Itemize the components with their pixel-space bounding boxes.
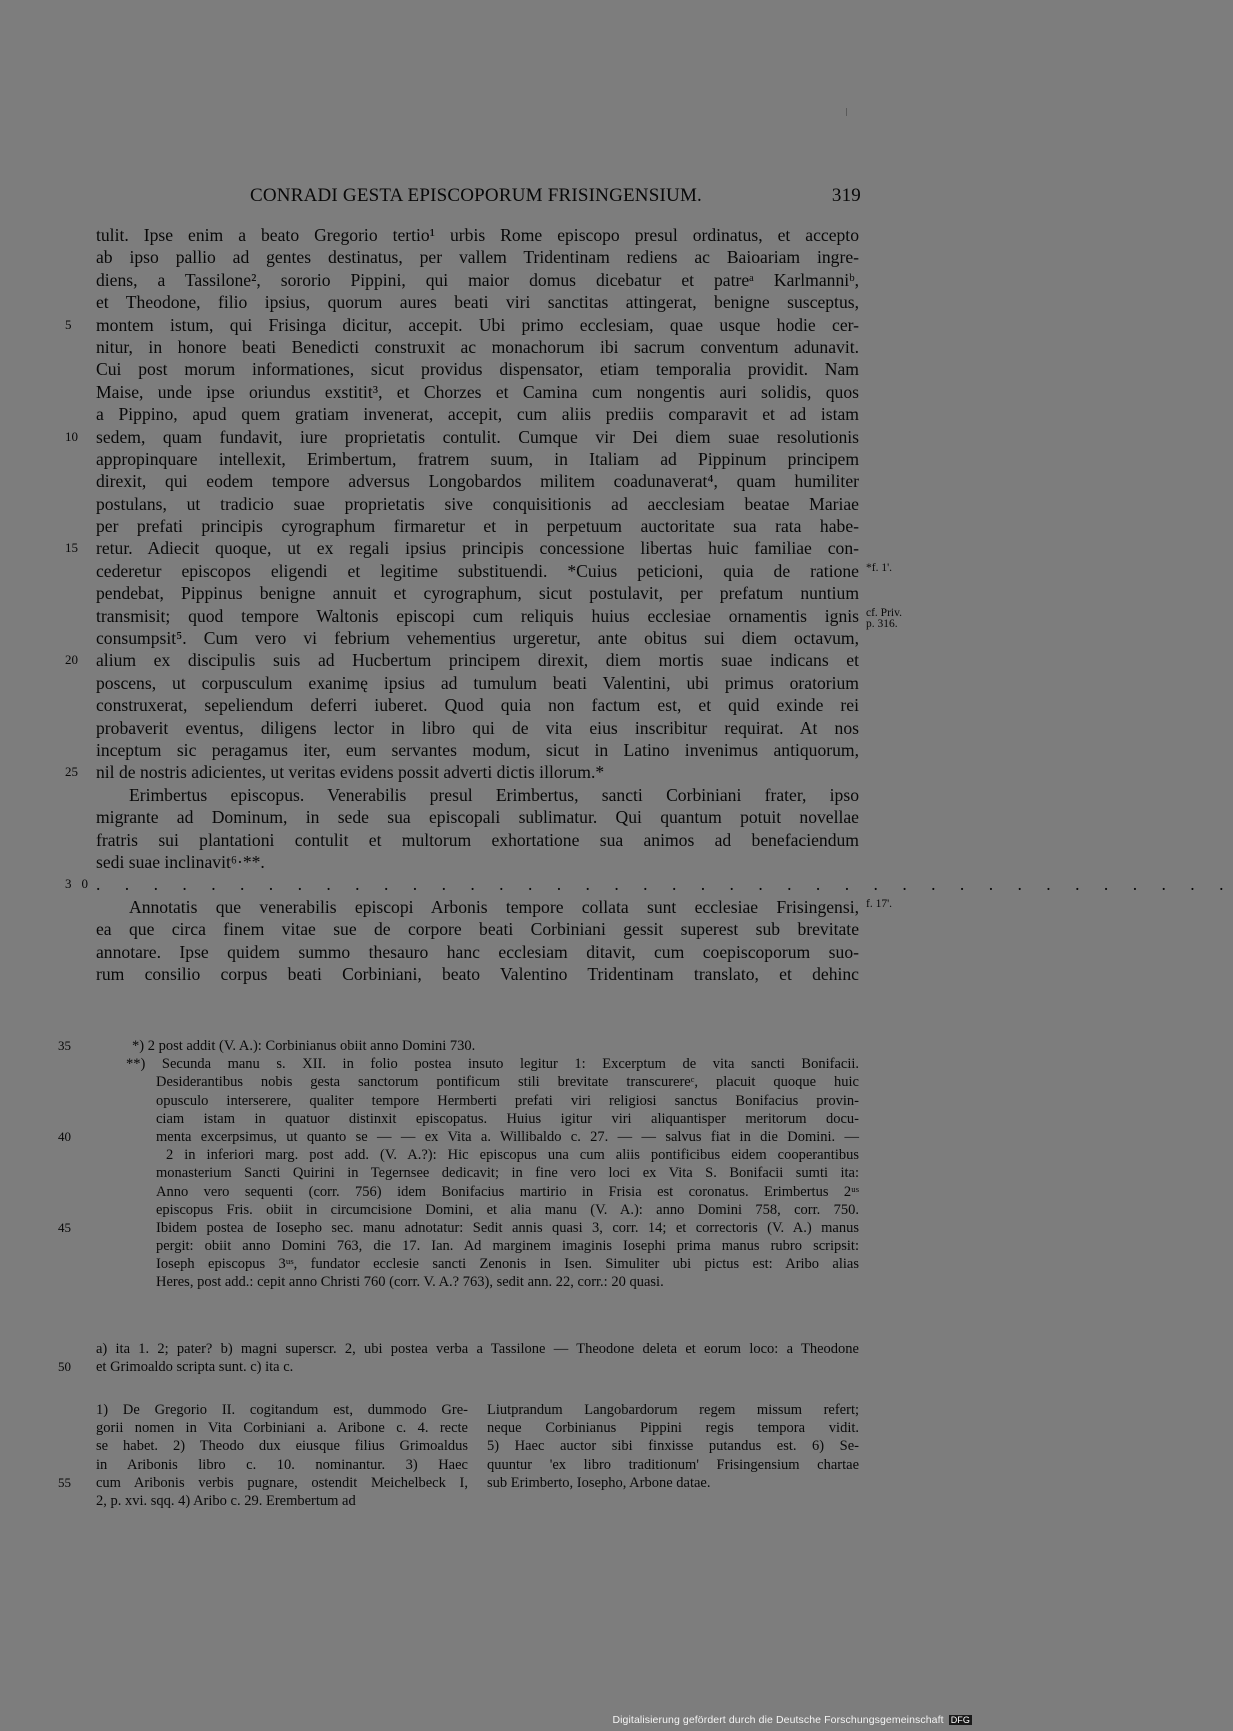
note-line	[58, 1128, 859, 1146]
main-text-text: pendebat, Pippinus benigne annuit et cyrographum, sicut postulavit, per prefatum nuntium	[96, 583, 859, 604]
main-text-line	[96, 493, 859, 515]
note-text: *) 2 post addit (V. A.): Corbinianus obiit anno Domini 730.	[132, 1038, 476, 1054]
line-number: 45	[58, 1219, 71, 1235]
main-text-line	[65, 649, 859, 671]
main-text-line	[65, 314, 859, 336]
note-line	[96, 1092, 859, 1110]
dfg-logo: DFG	[950, 1715, 970, 1725]
main-text-text: fratris sui plantationi contulit et multorum exhortatione sua animos ad benefaciendum	[96, 829, 859, 850]
footnote-text: se habet. 2) Theodo dux eiusque filius Grimoaldus	[96, 1438, 468, 1455]
note-line	[96, 1055, 859, 1073]
main-text-text: alium ex discipulis suis ad Hucbertum principem direxit, diem mortis suae indicans et	[96, 650, 859, 671]
main-text-text: Annotatis que venerabilis episcopi Arbonis tempore collata sunt ecclesiae Frisingensi,	[129, 896, 859, 917]
note-text: episcopus Fris. obiit in circumcisione Domini, et alia manu (V. A.): anno Domini 758, corr. 750.	[156, 1201, 859, 1218]
note-line	[96, 1237, 859, 1255]
line-number: 55	[58, 1474, 71, 1490]
main-text-text: montem istum, qui Frisinga dicitur, accepit. Ubi primo ecclesiam, quae usque hodie cer-	[96, 314, 859, 335]
main-text-text: construxerat, sepeliendum deferri iuberet. Quod quia non factum est, et quid exinde rei	[96, 695, 859, 716]
main-text-line	[65, 426, 859, 448]
main-text-text: per prefati principis cyrographum firmaretur et in perpetuum auctoritate sua rata habe-	[96, 516, 859, 537]
main-text-text: rum consilio corpus beati Corbiniani, beato Valentino Tridentinam translato, et dehinc	[96, 963, 859, 984]
main-text-line	[96, 224, 859, 246]
line-number: 35	[58, 1038, 71, 1053]
main-text-line	[96, 784, 859, 806]
main-text-line	[65, 873, 1233, 895]
main-text-line	[96, 448, 859, 470]
variant-line	[96, 1340, 859, 1358]
footnote-text: quuntur 'ex libro traditionum' Frisingensium chartae	[487, 1456, 859, 1473]
footnote-text: cum Aribonis verbis pugnare, ostendit Meichelbeck I,	[96, 1474, 468, 1491]
note-text: menta excerpsimus, ut quanto se — — ex Vita a. Willibaldo c. 27. — — salvus fiat in die Domini. —	[156, 1128, 859, 1145]
note-text: **) Secunda manu s. XII. in folio postea insuto legitur 1: Excerptum de vita sancti Bonifacii.	[126, 1056, 859, 1073]
main-text-text: tulit. Ipse enim a beato Gregorio tertio¹ urbis Rome episcopo presul ordinatus, et accepto	[96, 225, 859, 245]
main-text-line	[96, 963, 859, 985]
variant-text: et Grimoaldo scripta sunt. c) ita c.	[96, 1359, 294, 1376]
variant-readings	[58, 1340, 859, 1376]
main-text-text: direxit, qui eodem tempore adversus Longobardos militem coadunaverat⁴, quam humiliter	[96, 471, 859, 492]
line-number: 15	[65, 540, 78, 556]
main-text-text: postulans, ut tradicio suae proprietatis sive conquisitionis ad aecclesiam beatae Mariae	[96, 493, 859, 514]
note-line	[96, 1146, 859, 1164]
note-text: Heres, post add.: cepit anno Christi 760 (corr. V. A.? 763), sedit ann. 22, corr.: 20 quasi.	[156, 1274, 664, 1291]
main-text-line	[96, 918, 859, 940]
line-number: 40	[58, 1128, 71, 1144]
note-text: monasterium Sancti Quirini in Tegernsee dedicavit; in fine vero loci ex Vita S. Bonifacii sumti ita:	[156, 1165, 859, 1182]
note-line	[96, 1164, 859, 1182]
line-number: 10	[65, 428, 78, 444]
footnote-line	[58, 1474, 468, 1492]
main-text-line	[96, 806, 859, 828]
main-text-text: Cui post morum informationes, sicut providus dispensator, etiam temporalia providit. Nam	[96, 359, 859, 380]
main-text-line	[96, 291, 859, 313]
main-text-text: cederetur episcopos eligendi et legitime substituendi. *Cuius peticioni, quia de ratione	[96, 560, 859, 581]
footnote-line	[487, 1401, 859, 1419]
footnote-line	[487, 1419, 859, 1437]
scan-mark	[846, 108, 847, 116]
footnote-line	[96, 1437, 468, 1455]
main-text-text: . . . . . . . . . . . . . . . . . . . . . . . . . . . . . . . . . . . . . . . .	[96, 874, 1233, 895]
footnote-text: 2, p. xvi. sqq. 4) Aribo c. 29. Erembertum ad	[96, 1492, 356, 1509]
main-text-line	[96, 582, 859, 604]
footnote-line	[96, 1456, 468, 1474]
line-number: 50	[58, 1359, 71, 1375]
margin-note: f. 17'.	[866, 897, 893, 910]
main-text-line	[96, 829, 859, 851]
main-text-line	[96, 515, 859, 537]
main-text-text: ab ipso pallio ad gentes destinatus, per vallem Tridentinam rediens ac Baioariam ingre-	[96, 247, 859, 268]
main-text-line	[65, 537, 859, 559]
main-text-line	[96, 672, 859, 694]
main-text-text: a Pippino, apud quem gratiam invenerat, accepit, cum aliis prediis comparavit et ad istam	[96, 404, 859, 425]
main-text-text: sedi suae inclinavit⁶·**.	[96, 851, 265, 872]
note-text: pergit: obiit anno Domini 763, die 17. Ian. Ad marginem imaginis Iosephi prima manus rubro scripsit:	[156, 1238, 859, 1255]
main-text-line	[96, 470, 859, 492]
main-text-line	[96, 269, 859, 291]
main-text-text: sedem, quam fundavit, iure proprietatis contulit. Cumque vir Dei diem suae resolutionis	[96, 426, 859, 447]
main-text	[65, 224, 1233, 985]
variant-text: a) ita 1. 2; pater? b) magni superscr. 2, ubi postea verba a Tassilone — Theodone deleta et eorum loco: a Theodone	[96, 1341, 859, 1357]
footnote-text: Liutprandum Langobardorum regem missum refert;	[487, 1402, 859, 1418]
main-text-text: poscens, ut corpusculum exanimę ipsius ad tumulum beati Valentini, ubi primus oratorium	[96, 672, 859, 693]
footnote-text: sub Erimberto, Iosepho, Arbone datae.	[487, 1474, 711, 1491]
footnote-line	[96, 1419, 468, 1437]
main-text-text: Maise, unde ipse oriundus exstitit³, et Chorzes et Camina cum nongentis auri solidis, quos	[96, 381, 859, 402]
note-line	[96, 1255, 859, 1273]
main-text-line	[96, 560, 893, 582]
main-text-line	[65, 761, 859, 783]
main-text-text: diens, a Tassilone², sororio Pippini, qui maior domus dicebatur et patreᵃ Karlmanniᵇ,	[96, 269, 859, 290]
note-text: opusculo interserere, qualiter tempore Hermberti prefati viri religiosi sanctus Bonifacius provin-	[156, 1092, 859, 1109]
main-text-text: transmisit; quod tempore Waltonis episcopi cum reliquis huius ecclesiae ornamentis ignis	[96, 605, 859, 626]
main-text-line	[96, 851, 859, 873]
margin-note: cf. Priv.	[866, 606, 902, 619]
main-text-line	[96, 358, 859, 380]
main-text-text: retur. Adiecit quoque, ut ex regali ipsius principis concessione libertas huic familiae con-	[96, 538, 859, 559]
running-title: CONRADI GESTA EPISCOPORUM FRISINGENSIUM.	[250, 185, 702, 206]
note-text: ciam istam in quatuor distinxit episcopatus. Huius igitur viri aliquantisper meritorum docu-	[156, 1110, 859, 1127]
main-text-line	[96, 694, 859, 716]
main-text-text: annotare. Ipse quidem summo thesauro hanc ecclesiam ditavit, cum coepiscoporum suo-	[96, 941, 859, 962]
main-text-text: inceptum sic peragamus iter, eum servantes modum, sicut in Latino invenimus antiquorum,	[96, 739, 859, 760]
footnote-line	[96, 1492, 468, 1510]
margin-note: *f. 1'.	[866, 561, 893, 574]
digitization-credit	[612, 1714, 972, 1726]
main-text-line	[96, 403, 859, 425]
footnote-line	[487, 1474, 859, 1492]
note-text: Ioseph episcopus 3ᵘˢ, fundator ecclesie sancti Zenonis in Isen. Simuliter ubi pictus est: Aribo alias	[156, 1256, 859, 1273]
footnote-line	[487, 1456, 859, 1474]
note-line	[96, 1273, 859, 1291]
note-line	[58, 1219, 859, 1237]
page-number: 319	[831, 185, 861, 206]
main-text-line	[96, 941, 859, 963]
footnotes-right-column	[487, 1401, 859, 1492]
footnote-text: 5) Haec auctor sibi finxisse putandus est. 6) Se-	[487, 1438, 859, 1455]
footnote-text: in Aribonis libro c. 10. nominantur. 3) Haec	[96, 1456, 468, 1473]
margin-note: p. 316.	[866, 617, 898, 630]
main-text-text: ea que circa finem vitae sue de corpore beati Corbiniani gessit superest sub brevitate	[96, 919, 859, 940]
note-text: Anno vero sequenti (corr. 756) idem Bonifacius martirio in Frisia est coronatus. Erimbertus 2ᵘˢ	[156, 1183, 859, 1200]
variant-line	[58, 1358, 859, 1376]
main-text-line	[96, 246, 859, 268]
main-text-line	[96, 605, 902, 630]
main-text-text: appropinquare intellexit, Erimbertum, fratrem suum, in Italiam ad Pippinum principem	[96, 448, 859, 469]
note-line	[58, 1037, 859, 1055]
main-text-line	[96, 627, 859, 649]
main-text-text: probaverit eventus, diligens lector in libro qui de vita eius inscribitur requirat. At nos	[96, 717, 859, 738]
footnote-text: 1) De Gregorio II. cogitandum est, dummodo Gre-	[96, 1402, 468, 1418]
note-line	[96, 1183, 859, 1201]
main-text-line	[96, 739, 859, 761]
note-line	[96, 1073, 859, 1091]
line-number: 5	[65, 316, 72, 332]
note-text: Desiderantibus nobis gesta sanctorum pontificum stili brevitate transcurereᶜ, placuit quoque huic	[156, 1074, 859, 1091]
line-number: 25	[65, 764, 78, 780]
main-text-line	[96, 381, 859, 403]
footnotes-left-column	[58, 1401, 468, 1510]
main-text-line	[96, 336, 859, 358]
critical-notes	[58, 1037, 859, 1292]
note-text: Ibidem postea de Iosepho sec. manu adnotatur: Sedit annis quasi 3, corr. 14; et correctoris (V. A.) manus	[156, 1219, 859, 1236]
footnote-line	[96, 1401, 468, 1419]
note-line	[96, 1110, 859, 1128]
line-number: 30	[65, 876, 98, 892]
main-text-line	[96, 717, 859, 739]
main-text-text: Erimbertus episcopus. Venerabilis presul Erimbertus, sancti Corbiniani frater, ipso	[129, 784, 859, 805]
main-text-line	[96, 896, 893, 918]
note-line	[96, 1201, 859, 1219]
main-text-text: migrante ad Dominum, in sede sua episcopali sublimatur. Qui quantum potuit novellae	[96, 807, 859, 828]
footnote-text: neque Corbinianus Pippini regis tempora vidit.	[487, 1420, 859, 1437]
note-text: 2 in inferiori marg. post add. (V. A.?): Hic episcopus una cum aliis pontificibus eidem cooperantibus	[166, 1147, 859, 1164]
line-number: 20	[65, 652, 78, 668]
main-text-text: nitur, in honore beati Benedicti construxit ac monachorum ibi sacrum conventum adunavit.	[96, 336, 859, 357]
main-text-text: nil de nostris adicientes, ut veritas evidens possit adverti dictis illorum.*	[96, 762, 605, 783]
footnote-text: gorii nomen in Vita Corbiniani a. Aribone c. 4. recte	[96, 1420, 468, 1437]
credit-text: Digitalisierung gefördert durch die Deutsche Forschungsgemeinschaft	[612, 1714, 944, 1726]
footnote-line	[487, 1437, 859, 1455]
main-text-text: consumpsit⁵. Cum vero vi febrium vehementius urgeretur, ante obitus sui diem octavum,	[96, 628, 859, 649]
main-text-text: et Theodone, filio ipsius, quorum aures beati viri sanctitas attingerat, benigne susceptus,	[96, 292, 859, 313]
